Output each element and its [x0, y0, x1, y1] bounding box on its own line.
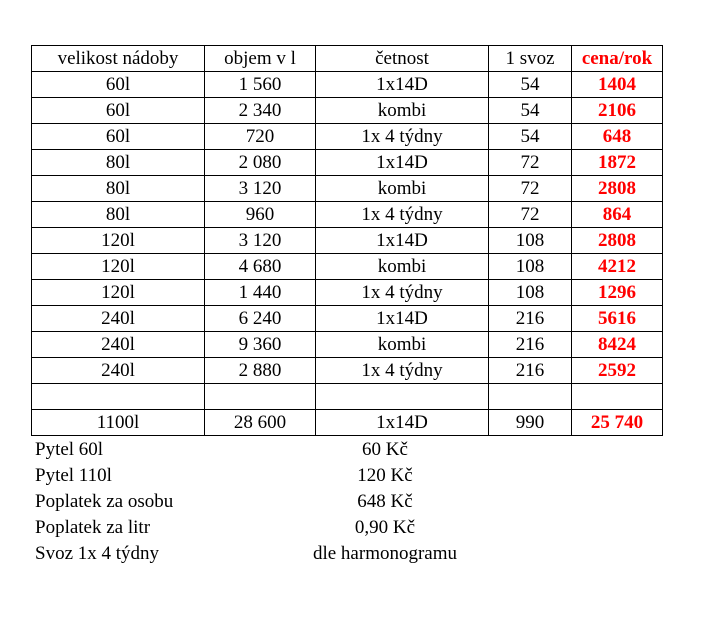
header-volume: objem v l	[205, 46, 316, 72]
table-row	[32, 358, 663, 384]
table-row	[32, 332, 663, 358]
cell-single-pickup: 72	[489, 176, 572, 202]
cell-single-pickup: 108	[489, 254, 572, 280]
cell-container-size: 80l	[32, 202, 205, 228]
note-label: Poplatek za osobu	[35, 491, 174, 512]
table-row	[32, 176, 663, 202]
note-label: Svoz 1x 4 týdny	[35, 543, 160, 564]
cell-volume	[205, 384, 316, 410]
header-frequency: četnost	[316, 46, 489, 72]
note-value: 648 Kč	[357, 491, 413, 512]
cell-container-size: 120l	[32, 228, 205, 254]
cell-container-size: 60l	[32, 98, 205, 124]
cell-container-size	[32, 384, 205, 410]
cell-price-per-year	[572, 384, 663, 410]
cell-price-per-year: 1404	[572, 72, 663, 98]
cell-volume: 1 560	[205, 72, 316, 98]
cell-price-per-year: 4212	[572, 254, 663, 280]
table-row	[32, 306, 663, 332]
cell-price-per-year: 5616	[572, 306, 663, 332]
cell-volume: 3 120	[205, 176, 316, 202]
note-row	[35, 541, 495, 567]
note-row	[35, 515, 495, 541]
cell-container-size: 1100l	[32, 410, 205, 436]
table-row	[32, 202, 663, 228]
cell-price-per-year: 1872	[572, 150, 663, 176]
table-header-row	[32, 46, 663, 72]
table-row	[32, 280, 663, 306]
cell-price-per-year: 25 740	[572, 410, 663, 436]
cell-price-per-year: 864	[572, 202, 663, 228]
cell-price-per-year: 2808	[572, 228, 663, 254]
cell-single-pickup: 990	[489, 410, 572, 436]
cell-volume: 2 340	[205, 98, 316, 124]
note-value: dle harmonogramu	[312, 543, 458, 564]
cell-volume: 4 680	[205, 254, 316, 280]
note-row	[35, 437, 495, 463]
cell-single-pickup: 216	[489, 358, 572, 384]
note-label: Pytel 110l	[35, 465, 112, 486]
table-row	[32, 410, 663, 436]
note-value: 60 Kč	[362, 439, 408, 460]
cell-price-per-year: 2808	[572, 176, 663, 202]
cell-volume: 2 880	[205, 358, 316, 384]
cell-container-size: 80l	[32, 150, 205, 176]
cell-volume: 720	[205, 124, 316, 150]
cell-frequency: kombi	[316, 176, 489, 202]
cell-price-per-year: 8424	[572, 332, 663, 358]
table-row	[32, 98, 663, 124]
header-price-per-year: cena/rok	[572, 46, 663, 72]
cell-price-per-year: 2106	[572, 98, 663, 124]
cell-container-size: 240l	[32, 332, 205, 358]
cell-frequency: 1x14D	[316, 410, 489, 436]
header-container-size: velikost nádoby	[32, 46, 205, 72]
price-table	[31, 45, 663, 436]
cell-single-pickup: 72	[489, 150, 572, 176]
cell-frequency: 1x14D	[316, 228, 489, 254]
cell-single-pickup: 216	[489, 332, 572, 358]
cell-container-size: 120l	[32, 280, 205, 306]
table-row	[32, 150, 663, 176]
cell-volume: 960	[205, 202, 316, 228]
table-row	[32, 124, 663, 150]
cell-container-size: 80l	[32, 176, 205, 202]
cell-volume: 1 440	[205, 280, 316, 306]
note-value: 120 Kč	[357, 465, 413, 486]
cell-container-size: 60l	[32, 72, 205, 98]
cell-frequency: 1x14D	[316, 72, 489, 98]
table-row	[32, 254, 663, 280]
cell-frequency: 1x 4 týdny	[316, 124, 489, 150]
cell-frequency: 1x14D	[316, 306, 489, 332]
table-row	[32, 72, 663, 98]
cell-price-per-year: 1296	[572, 280, 663, 306]
cell-frequency: kombi	[316, 332, 489, 358]
cell-single-pickup	[489, 384, 572, 410]
cell-frequency: kombi	[316, 254, 489, 280]
note-label: Pytel 60l	[35, 439, 104, 460]
header-single-pickup: 1 svoz	[489, 46, 572, 72]
cell-single-pickup: 108	[489, 228, 572, 254]
cell-volume: 6 240	[205, 306, 316, 332]
cell-single-pickup: 54	[489, 72, 572, 98]
note-row	[35, 463, 495, 489]
table-row	[32, 228, 663, 254]
cell-frequency: 1x 4 týdny	[316, 280, 489, 306]
cell-single-pickup: 108	[489, 280, 572, 306]
cell-frequency: kombi	[316, 98, 489, 124]
note-row	[35, 489, 495, 515]
cell-container-size: 240l	[32, 358, 205, 384]
cell-volume: 28 600	[205, 410, 316, 436]
note-label: Poplatek za litr	[35, 517, 151, 538]
cell-volume: 3 120	[205, 228, 316, 254]
cell-frequency	[316, 384, 489, 410]
cell-container-size: 240l	[32, 306, 205, 332]
table-row	[32, 384, 663, 410]
cell-container-size: 60l	[32, 124, 205, 150]
cell-price-per-year: 2592	[572, 358, 663, 384]
cell-container-size: 120l	[32, 254, 205, 280]
cell-frequency: 1x 4 týdny	[316, 358, 489, 384]
cell-single-pickup: 72	[489, 202, 572, 228]
notes-list	[35, 437, 495, 567]
cell-frequency: 1x 4 týdny	[316, 202, 489, 228]
cell-frequency: 1x14D	[316, 150, 489, 176]
cell-single-pickup: 54	[489, 98, 572, 124]
cell-volume: 9 360	[205, 332, 316, 358]
cell-single-pickup: 54	[489, 124, 572, 150]
cell-price-per-year: 648	[572, 124, 663, 150]
note-value: 0,90 Kč	[354, 517, 416, 538]
cell-volume: 2 080	[205, 150, 316, 176]
cell-single-pickup: 216	[489, 306, 572, 332]
